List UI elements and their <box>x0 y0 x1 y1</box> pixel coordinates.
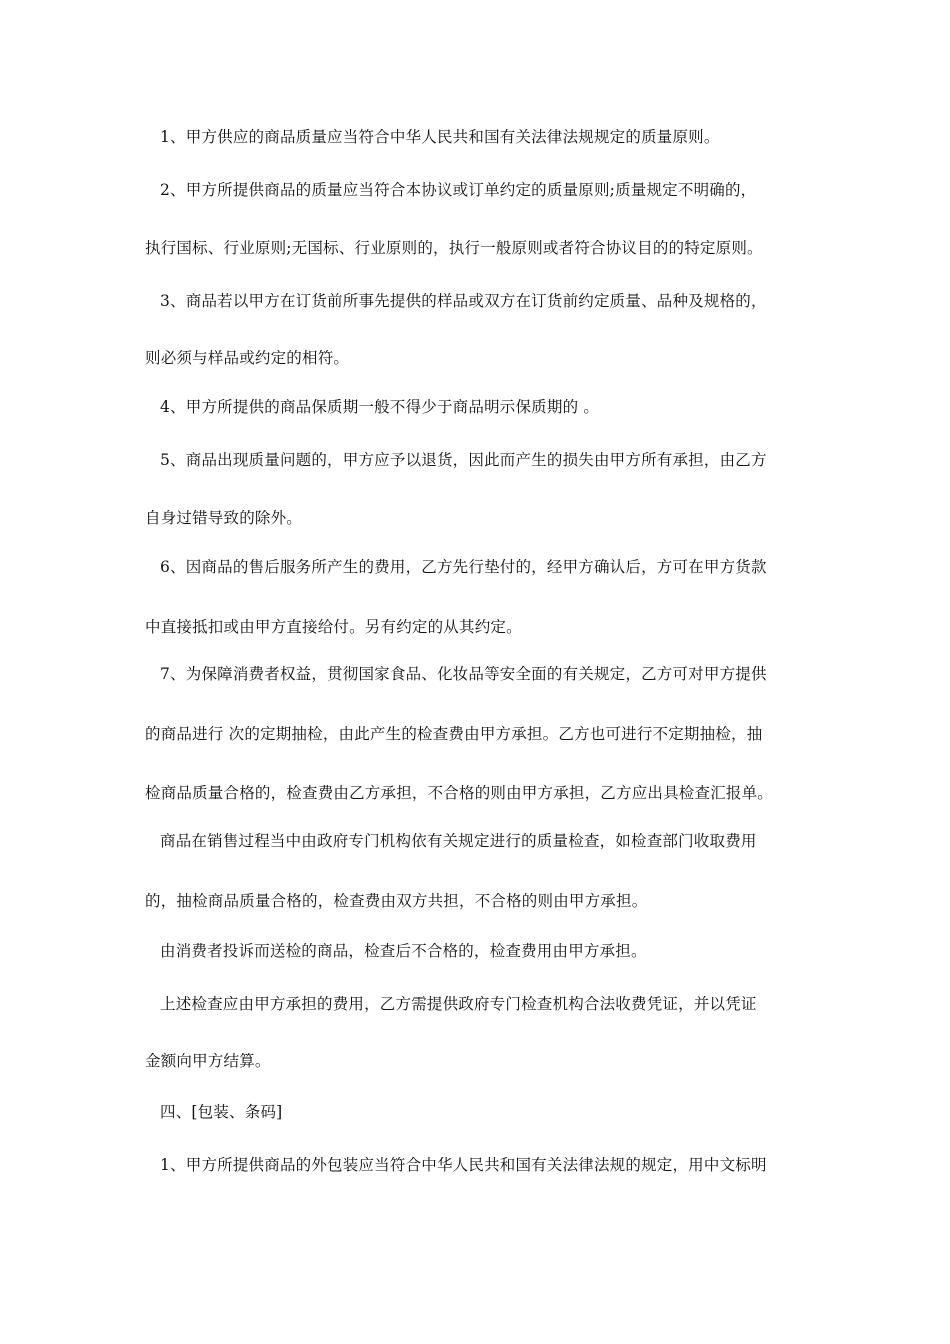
clause-line: 检商品质量合格的，检查费由乙方承担，不合格的则由甲方承担，乙方应出具检查汇报单。 <box>145 784 774 802</box>
clause-line: 2、甲方所提供商品的质量应当符合本协议或订单约定的质量原则;质量规定不明确的， <box>160 181 757 199</box>
section-heading: 四、[包装、条码] <box>160 1103 283 1121</box>
clause-line: 上述检查应由甲方承担的费用，乙方需提供政府专门检查机构合法收费凭证，并以凭证 <box>160 995 757 1013</box>
clause-line: 1、甲方所提供商品的外包装应当符合中华人民共和国有关法律法规的规定，用中文标明 <box>160 1156 767 1174</box>
clause-line: 的商品进行 次的定期抽检，由此产生的检查费由甲方承担。乙方也可进行不定期抽检，抽 <box>145 725 763 743</box>
clause-line: 5、商品出现质量问题的，甲方应予以退货，因此而产生的损失由甲方所有承担，由乙方 <box>160 451 767 469</box>
clause-line: 则必须与样品或约定的相符。 <box>145 349 350 367</box>
clause-line: 由消费者投诉而送检的商品，检查后不合格的，检查费用由甲方承担。 <box>160 942 647 960</box>
clause-line: 执行国标、行业原则;无国标、行业原则的，执行一般原则或者符合协议目的的特定原则。 <box>145 239 763 257</box>
clause-line: 金额向甲方结算。 <box>145 1052 271 1070</box>
clause-line: 7、为保障消费者权益，贯彻国家食品、化妆品等安全面的有关规定，乙方可对甲方提供 <box>160 665 767 683</box>
clause-line: 4、甲方所提供的商品保质期一般不得少于商品明示保质期的 。 <box>160 398 600 416</box>
clause-line: 自身过错导致的除外。 <box>145 509 303 527</box>
clause-line: 1、甲方供应的商品质量应当符合中华人民共和国有关法律法规规定的质量原则。 <box>160 128 720 146</box>
clause-line: 商品在销售过程当中由政府专门机构依有关规定进行的质量检查，如检查部门收取费用 <box>160 832 757 850</box>
clause-line: 6、因商品的售后服务所产生的费用，乙方先行垫付的，经甲方确认后，方可在甲方货款 <box>160 558 767 576</box>
clause-line: 中直接抵扣或由甲方直接给付。另有约定的从其约定。 <box>145 618 522 636</box>
clause-line: 3、商品若以甲方在订货前所事先提供的样品或双方在订货前约定质量、品种及规格的， <box>160 292 767 310</box>
clause-line: 的，抽检商品质量合格的，检查费由双方共担，不合格的则由甲方承担。 <box>145 892 648 910</box>
